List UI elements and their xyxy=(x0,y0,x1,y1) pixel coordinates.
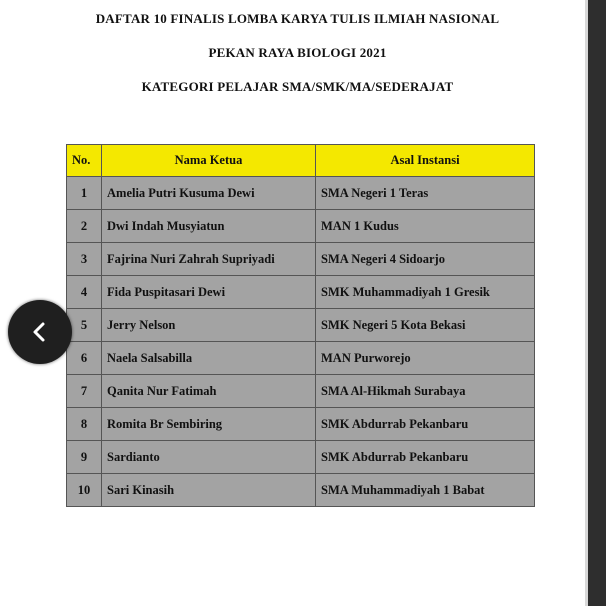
row-number: 9 xyxy=(67,441,102,474)
row-number: 8 xyxy=(67,408,102,441)
row-institution: SMK Abdurrab Pekanbaru xyxy=(316,408,535,441)
table-row xyxy=(67,177,535,210)
row-number: 5 xyxy=(67,309,102,342)
row-institution: SMK Muhammadiyah 1 Gresik xyxy=(316,276,535,309)
row-number: 2 xyxy=(67,210,102,243)
header-no: No. xyxy=(67,145,102,177)
table-row xyxy=(67,342,535,375)
table-row xyxy=(67,243,535,276)
row-name: Sardianto xyxy=(102,441,316,474)
table-row xyxy=(67,474,535,507)
header-name: Nama Ketua xyxy=(102,145,316,177)
table-header-row xyxy=(67,145,535,177)
row-name: Naela Salsabilla xyxy=(102,342,316,375)
document-subtitle: PEKAN RAYA BIOLOGI 2021 xyxy=(208,45,387,60)
document-category: KATEGORI PELAJAR SMA/SMK/MA/SEDERAJAT xyxy=(141,79,454,94)
row-institution: MAN Purworejo xyxy=(316,342,535,375)
chevron-left-icon xyxy=(29,321,51,343)
row-name: Fida Puspitasari Dewi xyxy=(102,276,316,309)
row-number: 4 xyxy=(67,276,102,309)
row-institution: SMA Negeri 4 Sidoarjo xyxy=(316,243,535,276)
row-institution: SMA Negeri 1 Teras xyxy=(316,177,535,210)
table-row xyxy=(67,309,535,342)
finalists-table xyxy=(66,144,535,507)
table-row xyxy=(67,276,535,309)
table-row xyxy=(67,375,535,408)
document-title: DAFTAR 10 FINALIS LOMBA KARYA TULIS ILMIAH NASIONAL xyxy=(95,11,500,26)
table-row xyxy=(67,210,535,243)
row-number: 1 xyxy=(67,177,102,210)
back-button[interactable] xyxy=(8,300,72,364)
row-name: Qanita Nur Fatimah xyxy=(102,375,316,408)
header-institution: Asal Instansi xyxy=(316,145,535,177)
row-name: Dwi Indah Musyiatun xyxy=(102,210,316,243)
row-institution: SMA Al-Hikmah Surabaya xyxy=(316,375,535,408)
row-number: 10 xyxy=(67,474,102,507)
row-institution: SMK Negeri 5 Kota Bekasi xyxy=(316,309,535,342)
row-name: Jerry Nelson xyxy=(102,309,316,342)
row-institution: SMA Muhammadiyah 1 Babat xyxy=(316,474,535,507)
row-name: Romita Br Sembiring xyxy=(102,408,316,441)
row-institution: SMK Abdurrab Pekanbaru xyxy=(316,441,535,474)
row-institution: MAN 1 Kudus xyxy=(316,210,535,243)
row-name: Fajrina Nuri Zahrah Supriyadi xyxy=(102,243,316,276)
table-row xyxy=(67,441,535,474)
row-name: Amelia Putri Kusuma Dewi xyxy=(102,177,316,210)
table-row xyxy=(67,408,535,441)
row-number: 7 xyxy=(67,375,102,408)
row-number: 3 xyxy=(67,243,102,276)
row-name: Sari Kinasih xyxy=(102,474,316,507)
row-number: 6 xyxy=(67,342,102,375)
